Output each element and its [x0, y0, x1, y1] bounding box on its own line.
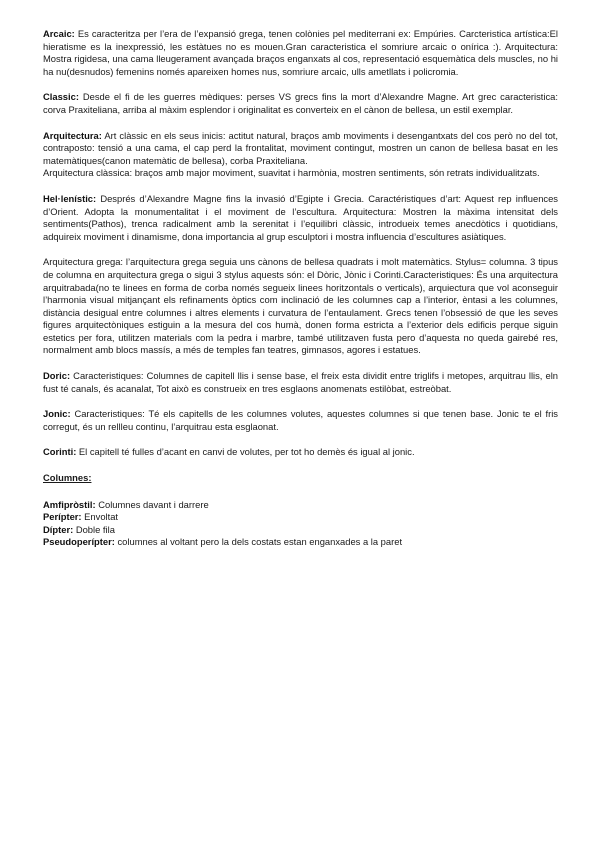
paragraph-arquitectura-grega: [43, 256, 558, 357]
term-pseudoperipter: Pseudoperípter:: [43, 536, 115, 548]
paragraph-doric: [43, 370, 558, 395]
term-arcaic: Arcaic:: [43, 28, 75, 39]
term-arquitectura: Arquitectura:: [43, 129, 102, 141]
list-item-dipter: [43, 524, 558, 537]
list-item-pseudoperipter: [43, 536, 558, 549]
text-pseudoperipter: columnes al voltant pero la dels costats estan enganxades a la paret: [114, 536, 403, 548]
paragraph-hellenistic: [43, 193, 558, 243]
text-peripter: Envoltat: [81, 511, 119, 523]
text-arquitectura-grega: Arquitectura grega: l’arquitectura grega seguia uns cànons de bellesa quadrats i molt matemàtics. Stylus= columna. 3 tipus de columna en arquitectura grega o sigui 3 stylus aquests són: el Dòric, Jònic i Corinti.Caracteristiques: És una arquitectura arquitrabada(no te linees en forma de corba només segueix linees horitzontals o verticals), arquiectura que vol aconseguir l’harmonia visual mitjançant els refinaments òptics com inclinació de les columnes cap a l’interior, èntasi a les columnes, distància desigual entre columnes i altres elements i curvatura de l’entaulament. Grecs tenen l’obsessió de que les seves figures arquitectòniques estiguin a la mesura del cos humà, donen forma estricta a l’exterior dels edificis perque siguin estetics per fora, utilitzen materials com la pedra i marbre, també utilitzaven fusta pero d’aquesta no queda gairebé res, normalment amb blocs massís, a més de temples fan teatres, gimnasos, agores i estatues.: [43, 256, 558, 356]
paragraph-jonic: [43, 408, 558, 433]
term-hellenistic: Hel·lenístic:: [43, 192, 97, 204]
columnes-heading: Columnes:: [43, 472, 92, 484]
term-dipter: Dípter:: [43, 523, 74, 535]
term-classic: Classic:: [43, 91, 79, 103]
term-amfiprostil: Amfipròstil:: [43, 498, 96, 510]
text-amfiprostil: Columnes davant i darrere: [95, 498, 209, 510]
text-corinti: El capitell té fulles d’acant en canvi de volutes, per tot ho demès és igual al jonic.: [76, 446, 415, 458]
text-jonic: Caracteristiques: Té els capitells de les columnes volutes, aquestes columnes si que tenen base. Jonic te el fris corregut, és un rellleu continu, l’arquitrau esta esglaonat.: [43, 408, 558, 432]
document-body: [43, 28, 558, 549]
paragraph-arquitectura: [43, 130, 558, 168]
term-corinti: Corinti:: [43, 446, 77, 458]
term-jonic: Jonic:: [43, 408, 71, 420]
paragraph-arcaic: [43, 28, 558, 78]
text-arquitectura-classica: Arquitectura clàssica: braços amb major moviment, suavitat i harmònia, mostren sentiments, són retrats individualitzats.: [43, 167, 540, 179]
text-dipter: Doble fila: [73, 523, 115, 535]
text-classic: Desde el fi de les guerres mèdiques: perses VS grecs fins la mort d’Alexandre Magne. Art grec caracteristica: corva Praxiteliana, arriba al màxim esplendor i originalitat es converteix en el cànon de bellesa, un estil exemplar.: [43, 91, 558, 115]
text-doric: Caracteristiques: Columnes de capitell llis i sense base, el freix esta dividit entre triglifs i metopes, arquitrau llis, eln fust té canals, és acanalat, Tot això es construeix en tres esglaons anomenats estilòbat, estreòbat.: [43, 370, 558, 394]
paragraph-classic: [43, 91, 558, 116]
list-item-peripter: [43, 511, 558, 524]
paragraph-corinti: [43, 446, 558, 459]
text-hellenistic: Després d’Alexandre Magne fins la invasió d’Egipte i Grecia. Caractéristiques d’art: Aquest rep influences d’Orient. Adopta la monumentalitat i el moviment de l’escultura. Arquitectura: Mostren la màxima intensitat dels sentiments(Pathos), trenca radicalment amb la serenitat i l’equilibri clàssic, introdueix temes anecdòtics i quotidians, adquireix moviment i dinamisme, dona importancia al grup esculptori i mostra influencia d’escultures asiàtiques.: [43, 192, 558, 242]
term-peripter: Perípter:: [43, 511, 82, 523]
paragraph-arquitectura-classica: [43, 167, 558, 180]
text-arquitectura: Art clàssic en els seus inicis: actitut natural, braços amb moviments i desengantxats del cos però no del tot, contraposto: tensió a una cama, el cap perd la frontalitat, moviment contingut, mostren un canon de bellesa basat en les matemàtiques(canon matemàtic de bellesa), corba Praxiteliana.: [43, 129, 558, 166]
text-arcaic: Es caracteritza per l’era de l’expansió grega, tenen colònies pel mediterrani ex: Empúries. Carcteristica artística:El hieratisme es la inexpressió, les estàtues no es mouen.Gran caracteristica el somriure arcaic o onírica :). Arquitectura: Mostra rigidesa, una cama lleugerament avançada braços enganxats al cos, representació esquemàtica dels muscles, no hi ha nu(desnudos) femenins només apareixen homes nus, somriure arcaic, ulls ametllats i policromia.: [43, 28, 558, 77]
term-doric: Doric:: [43, 370, 71, 382]
heading-columnes: [43, 472, 558, 485]
list-item-amfiprostil: [43, 499, 558, 512]
